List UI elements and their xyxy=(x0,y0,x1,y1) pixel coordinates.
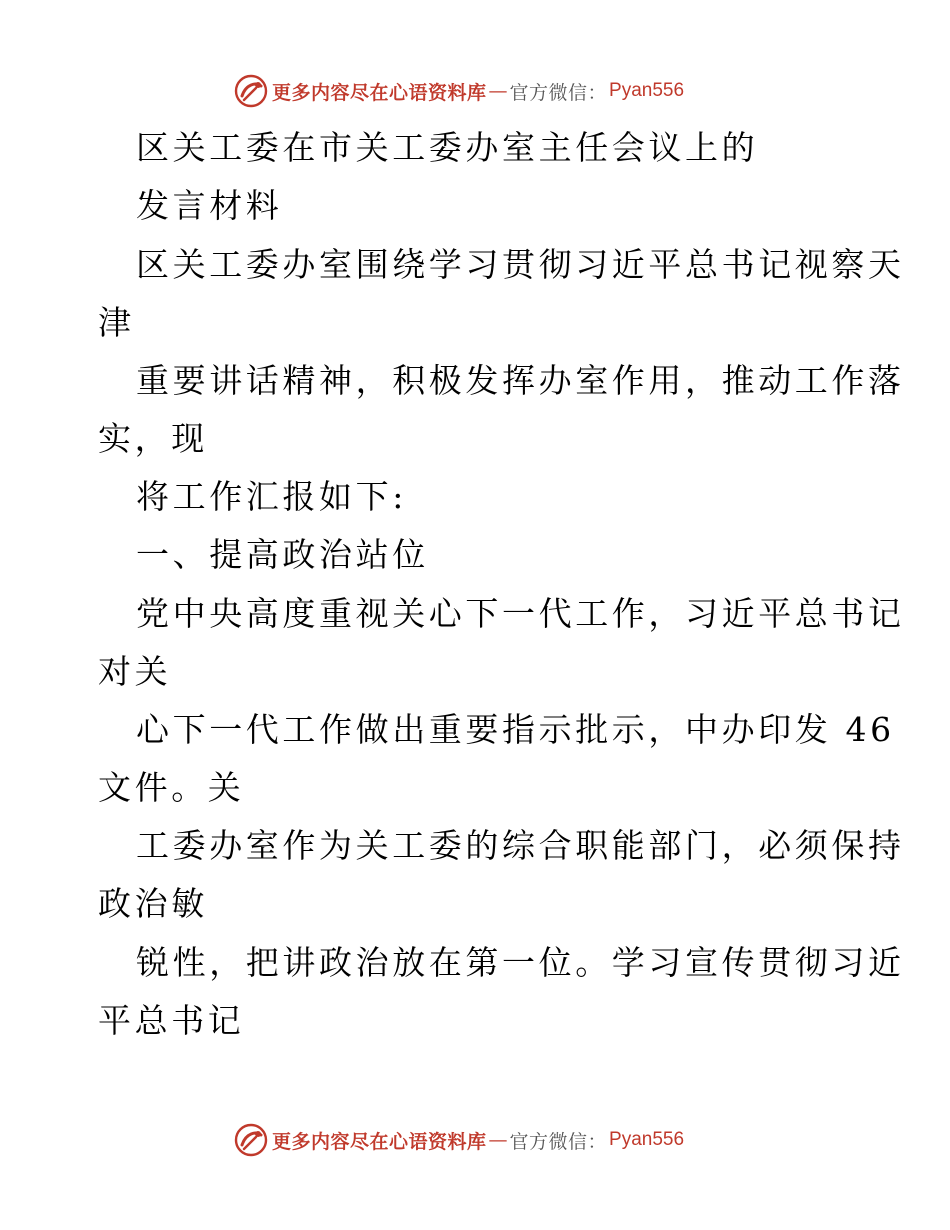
paragraph-line: 文件。关 xyxy=(98,768,245,807)
header-watermark xyxy=(234,73,684,109)
title-line-2: 发言材料 xyxy=(136,186,283,225)
paragraph-line: 党中央高度重视关心下一代工作，习近平总书记 xyxy=(136,594,905,633)
footer-watermark xyxy=(234,1122,684,1158)
library-logo-icon xyxy=(234,74,268,108)
title-line-1: 区关工委在市关工委办室主任会议上的 xyxy=(136,128,759,167)
paragraph-line: 区关工委办室围绕学习贯彻习近平总书记视察天 xyxy=(136,245,905,284)
paragraph-line: 心下一代工作做出重要指示批示，中办印发 46 xyxy=(136,710,895,749)
paragraph-line: 锐性，把讲政治放在第一位。学习宣传贯彻习近 xyxy=(136,943,905,982)
section-heading: 一、提高政治站位 xyxy=(136,535,429,574)
paragraph-line: 将工作汇报如下: xyxy=(136,477,407,516)
watermark-cn-text: 更多内容尽在心语资料库 xyxy=(272,81,487,104)
paragraph-line: 实，现 xyxy=(98,419,208,458)
paragraph-line: 政治敏 xyxy=(98,884,208,923)
watermark-dash: — xyxy=(488,1129,508,1151)
watermark-cn-text: 更多内容尽在心语资料库 xyxy=(272,1130,487,1153)
paragraph-line: 对关 xyxy=(98,652,172,691)
watermark-dash: — xyxy=(488,80,508,102)
watermark-wechat-id: Pyan556 xyxy=(609,80,685,101)
paragraph-line: 工委办室作为关工委的综合职能部门，必须保持 xyxy=(136,826,905,865)
watermark-wechat-label: 官方微信： xyxy=(509,1130,608,1153)
watermark-wechat-label: 官方微信： xyxy=(509,81,608,104)
watermark-wechat-id: Pyan556 xyxy=(609,1129,685,1150)
library-logo-icon xyxy=(234,1123,268,1157)
paragraph-line: 津 xyxy=(98,303,135,342)
paragraph-line: 重要讲话精神，积极发挥办室作用，推动工作落 xyxy=(136,361,905,400)
paragraph-line: 平总书记 xyxy=(98,1001,245,1040)
